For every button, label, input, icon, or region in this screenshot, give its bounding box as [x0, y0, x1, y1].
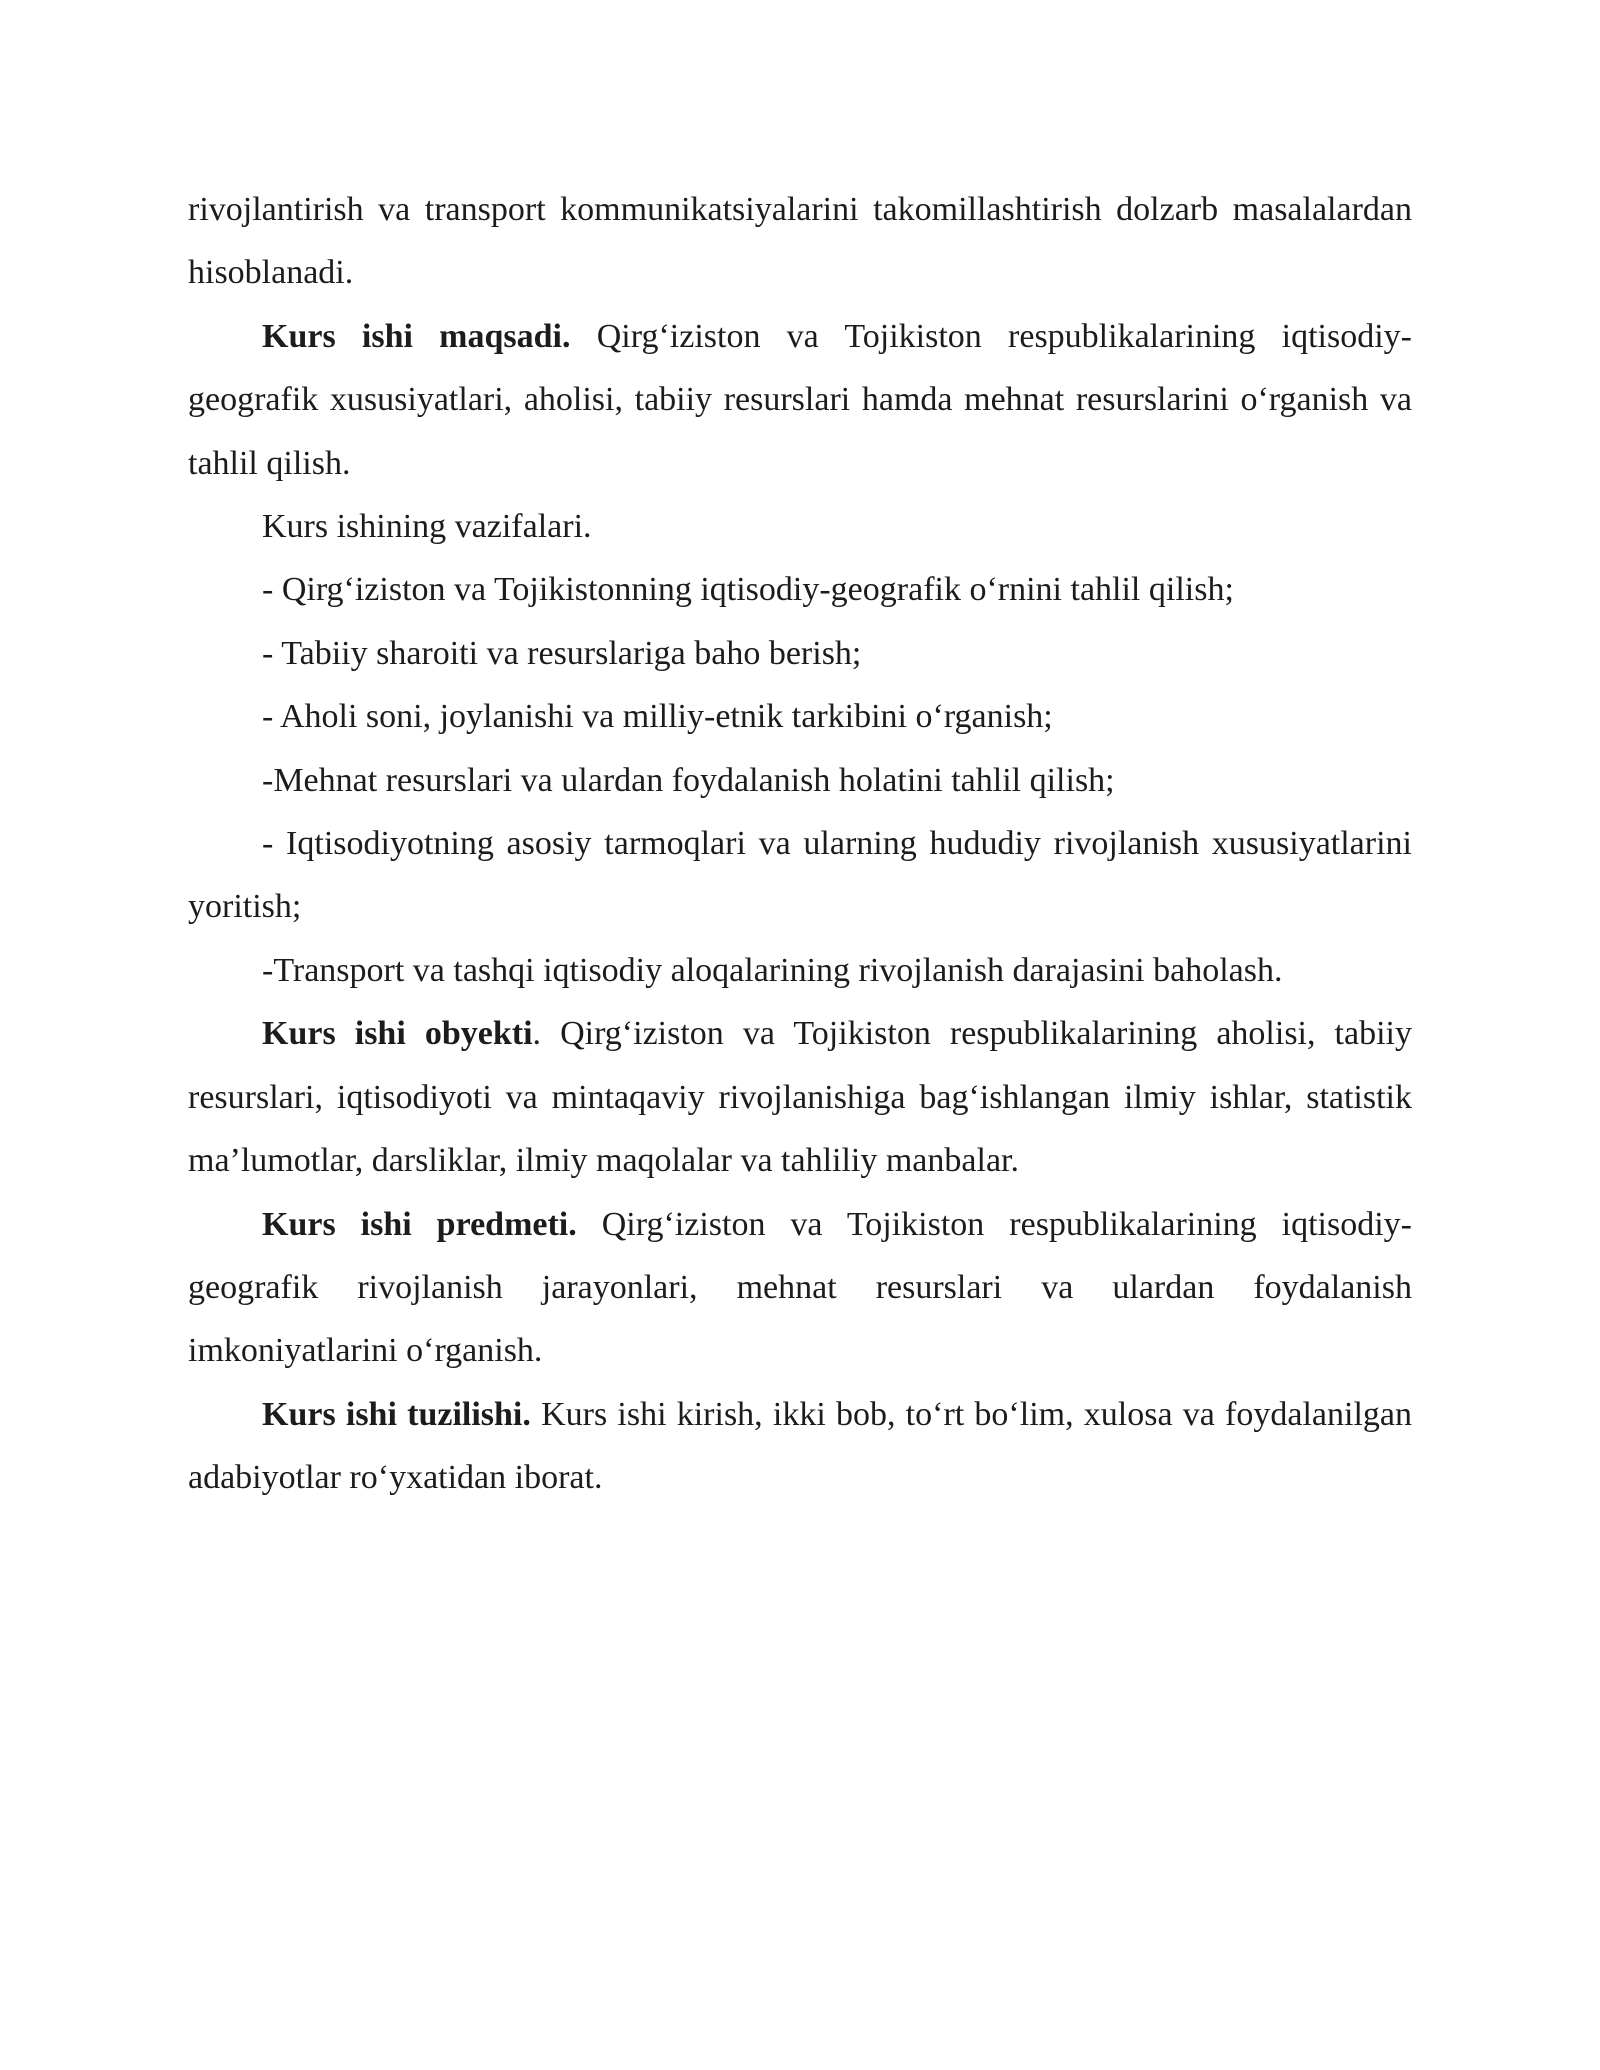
paragraph-lead-maqsadi: Kurs ishi maqsadi.	[262, 317, 571, 355]
paragraph-tuzilishi	[188, 1383, 1412, 1510]
paragraph-text: rivojlantirish va transport kommunikatsiyalarini takomillashtirish dolzarb masalalardan hisoblanadi.	[188, 191, 1412, 292]
list-item-task-4	[188, 749, 1412, 812]
paragraph-text: Qirg‘iziston va Tojikiston respublikalarining iqtisodiy-geografik xususiyatlari, aholisi, tabiiy resurslari hamda mehnat resurslarini o‘rganish va tahlil qilish.	[188, 317, 1412, 482]
paragraph-text: - Iqtisodiyotning asosiy tarmoqlari va ularning hududiy rivojlanish xususiyatlarini yoritish;	[188, 825, 1412, 926]
list-item-task-5	[188, 812, 1412, 939]
paragraph-obyekti	[188, 1002, 1412, 1192]
paragraph-text: Kurs ishining vazifalari.	[262, 508, 592, 546]
paragraph-text: Kurs ishi kirish, ikki bob, to‘rt bo‘lim, xulosa va foydalanilgan adabiyotlar ro‘yxatidan iborat.	[188, 1395, 1412, 1497]
list-item-task-3	[188, 685, 1412, 748]
paragraph-lead-predmeti: Kurs ishi predmeti.	[262, 1205, 577, 1243]
paragraph-predmeti	[188, 1193, 1412, 1383]
paragraph-text: - Tabiiy sharoiti va resurslariga baho berish;	[262, 634, 862, 672]
list-item-task-6	[188, 939, 1412, 1002]
paragraph-text: -Mehnat resurslari va ulardan foydalanish holatini tahlil qilish;	[262, 761, 1115, 799]
list-item-task-2	[188, 622, 1412, 685]
paragraph-maqsadi	[188, 305, 1412, 495]
document-body	[188, 178, 1412, 1510]
paragraph-text: - Aholi soni, joylanishi va milliy-etnik tarkibini o‘rganish;	[262, 698, 1053, 736]
paragraph-intro-continuation	[188, 178, 1412, 305]
paragraph-lead-tuzilishi: Kurs ishi tuzilishi.	[262, 1395, 531, 1433]
list-item-task-1	[188, 558, 1412, 621]
paragraph-text: -Transport va tashqi iqtisodiy aloqalarining rivojlanish darajasini baholash.	[262, 951, 1283, 989]
paragraph-lead-obyekti: Kurs ishi obyekti	[262, 1015, 533, 1053]
paragraph-text: . Qirg‘iziston va Tojikiston respublikalarining aholisi, tabiiy resurslari, iqtisodiyoti va mintaqaviy rivojlanishiga bag‘ishlangan ilmiy ishlar, statistik ma’lumotlar, darsliklar, ilmiy maqolalar va tahliliy manbalar.	[188, 1015, 1412, 1180]
paragraph-text: - Qirg‘iziston va Tojikistonning iqtisodiy-geografik o‘rnini tahlil qilish;	[262, 571, 1234, 609]
paragraph-text: Qirg‘iziston va Tojikiston respublikalarining iqtisodiy-geografik rivojlanish jarayonlari, mehnat resurslari va ulardan foydalanish imkoniyatlarini o‘rganish.	[188, 1205, 1412, 1370]
paragraph-vazifalari-heading	[188, 495, 1412, 558]
